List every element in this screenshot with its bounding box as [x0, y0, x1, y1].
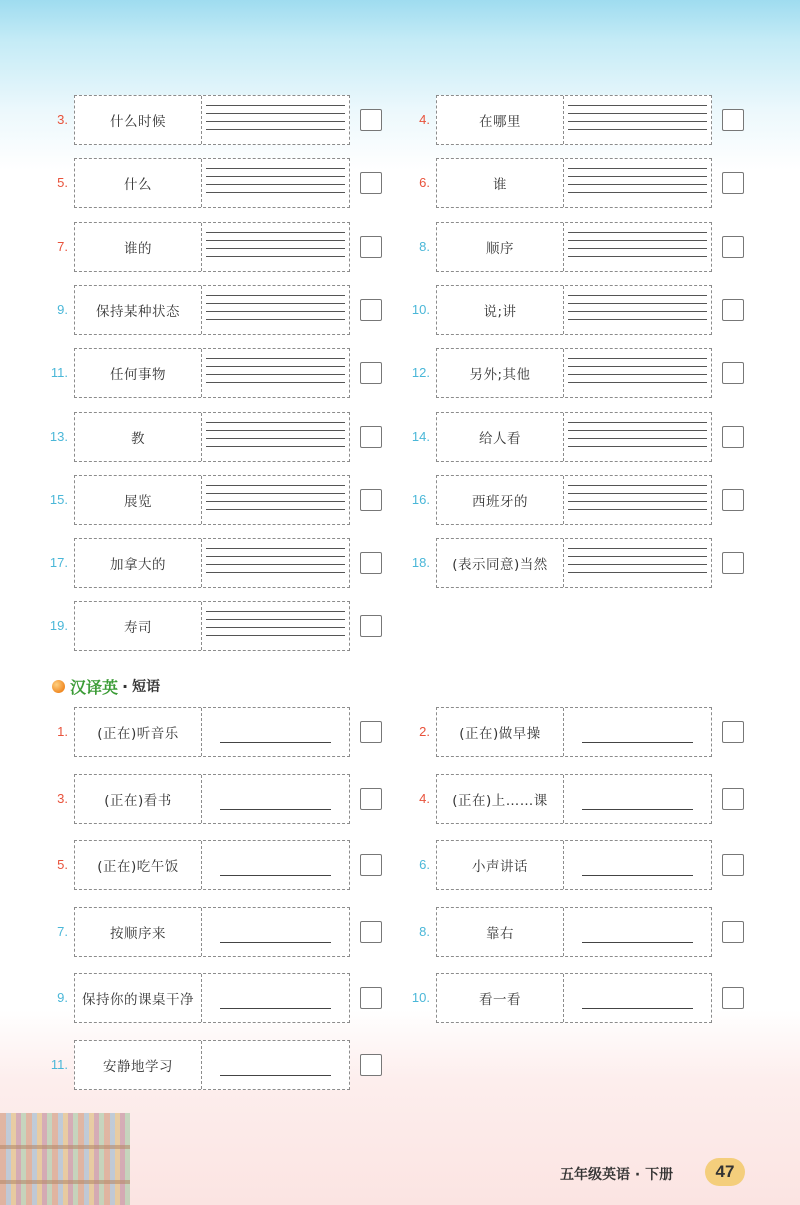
answer-line — [220, 875, 331, 876]
writing-line — [568, 319, 707, 320]
item-number: 14. — [411, 428, 430, 444]
answer-box — [74, 840, 350, 890]
writing-line — [568, 105, 707, 106]
answer-box — [436, 907, 712, 957]
writing-line — [206, 311, 345, 312]
writing-line — [206, 295, 345, 296]
exercise-item — [0, 475, 390, 525]
exercise-item — [0, 538, 390, 588]
exercise-item — [362, 907, 752, 957]
chinese-prompt: (正在)听音乐 — [75, 708, 202, 756]
orange-dot-icon — [52, 680, 65, 693]
chinese-prompt: 保持某种状态 — [75, 286, 202, 334]
section-title-sub: 短语 — [132, 679, 161, 695]
check-box[interactable] — [360, 615, 382, 637]
answer-writing-lines[interactable] — [564, 908, 711, 956]
writing-line — [206, 105, 345, 106]
item-number: 4. — [419, 790, 430, 806]
item-number: 10. — [411, 301, 430, 317]
answer-box — [436, 222, 712, 272]
item-number: 8. — [419, 238, 430, 254]
answer-writing-lines[interactable] — [564, 413, 711, 461]
check-box[interactable] — [722, 299, 744, 321]
chinese-prompt: 西班牙的 — [437, 476, 564, 524]
answer-box — [74, 95, 350, 145]
answer-writing-lines[interactable] — [564, 159, 711, 207]
item-number: 7. — [57, 923, 68, 939]
item-number: 13. — [49, 428, 68, 444]
item-number: 11. — [50, 1056, 68, 1072]
answer-box — [74, 412, 350, 462]
writing-line — [568, 548, 707, 549]
answer-box — [436, 475, 712, 525]
exercise-item — [0, 158, 390, 208]
writing-line — [206, 485, 345, 486]
writing-line — [568, 422, 707, 423]
answer-writing-lines[interactable] — [564, 476, 711, 524]
chinese-prompt: 什么 — [75, 159, 202, 207]
writing-line — [568, 382, 707, 383]
writing-line — [568, 564, 707, 565]
phrase-section-title — [52, 674, 160, 698]
chinese-prompt: 谁 — [437, 159, 564, 207]
writing-line — [206, 232, 345, 233]
check-box[interactable] — [722, 172, 744, 194]
check-box[interactable] — [360, 1054, 382, 1076]
check-box[interactable] — [722, 854, 744, 876]
writing-line — [206, 176, 345, 177]
answer-line — [582, 742, 693, 743]
item-number: 17. — [49, 555, 68, 571]
writing-line — [206, 184, 345, 185]
answer-box — [436, 95, 712, 145]
chinese-prompt: 在哪里 — [437, 96, 564, 144]
writing-line — [206, 619, 345, 620]
answer-writing-lines[interactable] — [202, 413, 349, 461]
writing-line — [568, 358, 707, 359]
item-number: 5. — [57, 857, 68, 872]
answer-writing-lines[interactable] — [202, 602, 349, 650]
shelf-line — [0, 1180, 130, 1184]
writing-line — [568, 311, 707, 312]
answer-writing-lines[interactable] — [202, 539, 349, 587]
exercise-item — [362, 774, 752, 824]
item-number: 15. — [49, 491, 68, 507]
exercise-item — [0, 774, 390, 824]
check-box[interactable] — [722, 489, 744, 511]
answer-writing-lines[interactable] — [564, 539, 711, 587]
writing-line — [206, 168, 345, 169]
writing-line — [206, 382, 345, 383]
writing-line — [206, 635, 345, 636]
item-number: 9. — [57, 990, 68, 1005]
answer-box — [436, 774, 712, 824]
chinese-prompt: (正在)看书 — [75, 775, 202, 823]
answer-writing-lines[interactable] — [564, 286, 711, 334]
item-number: 1. — [57, 724, 68, 739]
answer-box — [74, 348, 350, 398]
writing-line — [568, 303, 707, 304]
writing-line — [568, 113, 707, 114]
chinese-prompt: 寿司 — [75, 602, 202, 650]
check-box[interactable] — [722, 987, 744, 1009]
writing-line — [568, 232, 707, 233]
answer-box — [436, 840, 712, 890]
item-number: 18. — [411, 555, 430, 571]
check-box[interactable] — [722, 236, 744, 258]
exercise-item — [362, 95, 752, 145]
writing-line — [568, 430, 707, 431]
answer-writing-lines[interactable] — [202, 841, 349, 889]
chinese-prompt: 给人看 — [437, 413, 564, 461]
item-number: 3. — [57, 112, 68, 127]
check-box[interactable] — [722, 552, 744, 574]
answer-box — [436, 158, 712, 208]
writing-line — [568, 256, 707, 257]
exercise-item — [0, 707, 390, 757]
writing-line — [568, 485, 707, 486]
writing-line — [206, 501, 345, 502]
answer-writing-lines[interactable] — [564, 775, 711, 823]
writing-line — [206, 113, 345, 114]
item-number: 6. — [419, 175, 430, 191]
writing-line — [206, 319, 345, 320]
exercise-item — [0, 601, 390, 651]
answer-line — [220, 742, 331, 743]
exercise-item — [362, 348, 752, 398]
answer-writing-lines[interactable] — [202, 708, 349, 756]
writing-line — [568, 176, 707, 177]
answer-line — [220, 1075, 331, 1076]
writing-line — [206, 446, 345, 447]
item-number: 9. — [57, 301, 68, 317]
answer-box — [74, 907, 350, 957]
chinese-prompt: 看一看 — [437, 974, 564, 1022]
chinese-prompt: 按顺序来 — [75, 908, 202, 956]
writing-line — [206, 564, 345, 565]
answer-writing-lines[interactable] — [564, 708, 711, 756]
writing-line — [206, 256, 345, 257]
answer-box — [436, 973, 712, 1023]
answer-line — [220, 809, 331, 810]
writing-line — [206, 430, 345, 431]
answer-box — [436, 412, 712, 462]
answer-line — [582, 1008, 693, 1009]
item-number: 6. — [419, 857, 430, 872]
chinese-prompt: 什么时候 — [75, 96, 202, 144]
writing-line — [206, 129, 345, 130]
answer-box — [74, 538, 350, 588]
answer-writing-lines[interactable] — [564, 349, 711, 397]
bookshelf-decoration — [0, 1113, 130, 1205]
answer-writing-lines[interactable] — [564, 974, 711, 1022]
answer-box — [74, 707, 350, 757]
writing-line — [568, 572, 707, 573]
writing-line — [206, 240, 345, 241]
answer-writing-lines[interactable] — [564, 223, 711, 271]
answer-box — [74, 222, 350, 272]
answer-box — [74, 158, 350, 208]
exercise-item — [0, 973, 390, 1023]
exercise-item — [0, 95, 390, 145]
item-number: 12. — [411, 365, 430, 381]
answer-box — [74, 601, 350, 651]
exercise-item — [0, 840, 390, 890]
answer-writing-lines[interactable] — [202, 96, 349, 144]
answer-writing-lines[interactable] — [202, 223, 349, 271]
chinese-prompt: 谁的 — [75, 223, 202, 271]
exercise-item — [362, 412, 752, 462]
exercise-item — [0, 907, 390, 957]
answer-writing-lines[interactable] — [202, 908, 349, 956]
writing-line — [568, 295, 707, 296]
chinese-prompt: 小声讲话 — [437, 841, 564, 889]
check-box[interactable] — [722, 788, 744, 810]
item-number: 19. — [49, 618, 68, 634]
answer-writing-lines[interactable] — [202, 476, 349, 524]
chinese-prompt: (正在)上……课 — [437, 775, 564, 823]
exercise-item — [362, 285, 752, 335]
exercise-item — [0, 222, 390, 272]
writing-line — [206, 438, 345, 439]
chinese-prompt: 靠右 — [437, 908, 564, 956]
writing-line — [206, 374, 345, 375]
item-number: 7. — [57, 238, 68, 254]
chinese-prompt: (正在)做早操 — [437, 708, 564, 756]
page-number-badge: 47 — [705, 1158, 745, 1186]
writing-line — [568, 129, 707, 130]
writing-line — [568, 556, 707, 557]
book-title: 五年级英语 · 下册 — [560, 1167, 674, 1183]
answer-line — [582, 942, 693, 943]
answer-box — [436, 348, 712, 398]
writing-line — [206, 303, 345, 304]
check-box[interactable] — [722, 921, 744, 943]
writing-line — [568, 438, 707, 439]
item-number: 5. — [57, 175, 68, 191]
item-number: 4. — [419, 112, 430, 127]
exercise-item — [362, 707, 752, 757]
answer-writing-lines[interactable] — [202, 349, 349, 397]
answer-writing-lines[interactable] — [202, 159, 349, 207]
answer-writing-lines[interactable] — [202, 286, 349, 334]
answer-line — [582, 875, 693, 876]
answer-box — [74, 475, 350, 525]
answer-line — [220, 1008, 331, 1009]
exercise-item — [0, 412, 390, 462]
check-box[interactable] — [722, 426, 744, 448]
writing-line — [568, 501, 707, 502]
writing-line — [568, 446, 707, 447]
answer-box — [436, 538, 712, 588]
writing-line — [206, 248, 345, 249]
chinese-prompt: 任何事物 — [75, 349, 202, 397]
chinese-prompt: (表示同意)当然 — [437, 539, 564, 587]
chinese-prompt: 展览 — [75, 476, 202, 524]
exercise-item — [0, 285, 390, 335]
writing-line — [206, 572, 345, 573]
check-box[interactable] — [722, 109, 744, 131]
writing-line — [568, 121, 707, 122]
chinese-prompt: (正在)吃午饭 — [75, 841, 202, 889]
chinese-prompt: 教 — [75, 413, 202, 461]
exercise-item — [0, 1040, 390, 1090]
answer-line — [582, 809, 693, 810]
writing-line — [206, 627, 345, 628]
exercise-item — [362, 158, 752, 208]
writing-line — [568, 240, 707, 241]
writing-line — [206, 422, 345, 423]
item-number: 16. — [411, 491, 430, 507]
shelf-line — [0, 1145, 130, 1149]
writing-line — [206, 611, 345, 612]
answer-line — [220, 942, 331, 943]
chinese-prompt: 说;讲 — [437, 286, 564, 334]
answer-box — [436, 707, 712, 757]
answer-box — [74, 1040, 350, 1090]
writing-line — [206, 548, 345, 549]
exercise-item — [362, 222, 752, 272]
item-number: 3. — [57, 790, 68, 806]
writing-line — [206, 358, 345, 359]
chinese-prompt: 顺序 — [437, 223, 564, 271]
exercise-item — [362, 538, 752, 588]
item-number: 8. — [419, 923, 430, 939]
check-box[interactable] — [722, 721, 744, 743]
item-number: 2. — [419, 724, 430, 739]
writing-line — [206, 493, 345, 494]
answer-box — [74, 285, 350, 335]
exercise-item — [362, 840, 752, 890]
writing-line — [568, 493, 707, 494]
section-title-separator: · — [122, 676, 129, 696]
chinese-prompt: 保持你的课桌干净 — [75, 974, 202, 1022]
answer-writing-lines[interactable] — [564, 841, 711, 889]
writing-line — [568, 509, 707, 510]
chinese-prompt: 另外;其他 — [437, 349, 564, 397]
answer-writing-lines[interactable] — [202, 1041, 349, 1089]
writing-line — [206, 192, 345, 193]
answer-box — [436, 285, 712, 335]
writing-line — [206, 509, 345, 510]
writing-line — [206, 366, 345, 367]
writing-line — [568, 184, 707, 185]
item-number: 11. — [50, 365, 68, 381]
item-number: 10. — [411, 990, 430, 1005]
chinese-prompt: 加拿大的 — [75, 539, 202, 587]
check-box[interactable] — [722, 362, 744, 384]
exercise-item — [0, 348, 390, 398]
exercise-item — [362, 973, 752, 1023]
writing-line — [568, 366, 707, 367]
writing-line — [568, 374, 707, 375]
answer-writing-lines[interactable] — [564, 96, 711, 144]
answer-box — [74, 774, 350, 824]
chinese-prompt: 安静地学习 — [75, 1041, 202, 1089]
writing-line — [568, 168, 707, 169]
writing-line — [568, 248, 707, 249]
writing-line — [568, 192, 707, 193]
writing-line — [206, 556, 345, 557]
exercise-item — [362, 475, 752, 525]
section-title-main: 汉译英 — [70, 677, 119, 697]
answer-box — [74, 973, 350, 1023]
answer-writing-lines[interactable] — [202, 775, 349, 823]
writing-line — [206, 121, 345, 122]
answer-writing-lines[interactable] — [202, 974, 349, 1022]
